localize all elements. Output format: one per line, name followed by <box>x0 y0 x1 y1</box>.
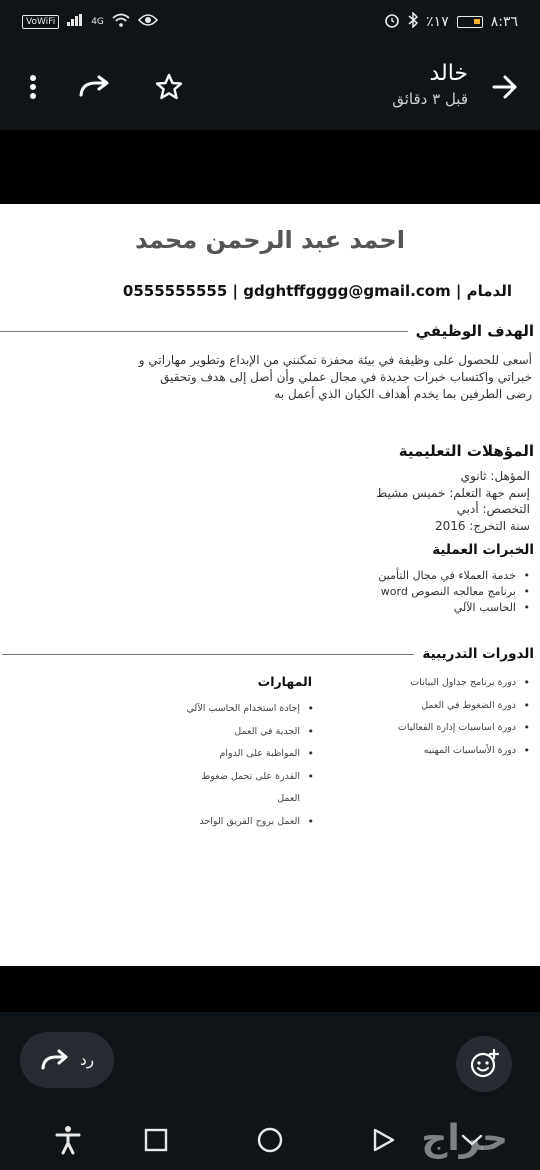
wifi-icon <box>112 13 130 31</box>
clock: ٨:٣٦ <box>490 14 518 30</box>
system-nav-bar <box>0 1112 540 1170</box>
list-item: • خدمة العملاء في مجال التأمين <box>378 568 530 584</box>
reply-label: رد <box>80 1051 94 1069</box>
list-item: • الجدية في العمل <box>180 721 314 744</box>
forward-icon <box>78 75 112 99</box>
circle-icon <box>256 1126 284 1154</box>
objective-text: أسعى للحصول على وظيفة في بيئة محفزة تمكنني من الإبداع وتطوير مهاراتي و خبراتي واكتساب خبرات جديدة في مجال عملي وأن أصل إلى هدف وتحقيق رضى الطرفين بما يخدم أهداف الكيان الذي أعمل به <box>138 353 532 401</box>
courses-divider <box>2 654 414 655</box>
experience-heading-row <box>432 542 534 558</box>
status-left <box>22 13 158 31</box>
objective-heading-row <box>0 322 534 340</box>
list-item: • دورة الضغوط في العمل <box>398 695 530 718</box>
accessibility-button[interactable] <box>52 1124 84 1156</box>
app-bar <box>0 44 540 130</box>
status-bar <box>0 0 540 44</box>
accessibility-icon <box>54 1125 82 1155</box>
media-letterbox-bottom <box>0 966 540 1012</box>
experience-heading: الخبرات العملية <box>432 542 534 558</box>
signal-icon <box>67 14 83 30</box>
list-item: • دورة الأساسيات المهنيه <box>398 740 530 763</box>
star-icon <box>155 73 183 101</box>
haraj-watermark: حراج <box>421 1118 508 1159</box>
bottom-action-bar <box>0 1012 540 1112</box>
cv-name: احمد عبد الرحمن محمد <box>135 226 405 254</box>
courses-list <box>398 672 530 762</box>
education-line: سنة التخرج: 2016 <box>434 518 530 533</box>
sent-time: قبل ٣ دقائق <box>392 90 468 108</box>
back-button[interactable] <box>486 68 524 106</box>
education-line: التخصص: أدبي <box>456 502 530 516</box>
list-item: • العمل بروح الفريق الواحد <box>180 811 314 834</box>
battery-icon <box>457 16 483 28</box>
list-item: • الحاسب الآلي <box>378 600 530 616</box>
courses-heading-row <box>2 646 534 662</box>
list-item: • القدرة على تحمل ضغوط العمل <box>180 766 314 811</box>
cv-email: gdghtffgggg@gmail.com <box>243 282 451 300</box>
skills-list <box>180 698 314 833</box>
list-item: • برنامج معالجه النصوص word <box>378 584 530 600</box>
more-vertical-icon <box>28 74 38 100</box>
cv-contact-line: الدمام | 0555555555 | gdghtffgggg@gmail.com <box>122 282 512 300</box>
add-reaction-button[interactable] <box>456 1036 512 1092</box>
list-item: • إجادة استخدام الحاسب الآلي <box>180 698 314 721</box>
list-item: • دورة برنامج جداول البيانات <box>398 672 530 695</box>
skills-heading: المهارات <box>257 674 312 689</box>
battery-percent: ٪١٧ <box>426 14 449 30</box>
education-line: إسم جهة التعلم: خميس مشيط <box>376 485 530 500</box>
wifi-calling-badge: VoWiFi <box>22 15 59 29</box>
reply-arrow-icon <box>40 1049 70 1071</box>
star-button[interactable] <box>150 68 188 106</box>
media-letterbox-top <box>0 130 540 204</box>
education-details <box>376 468 530 534</box>
more-options-button[interactable] <box>14 68 52 106</box>
eye-icon <box>138 13 158 31</box>
list-item: • المواظبة على الدوام <box>180 743 314 766</box>
network-type: 4G <box>91 17 104 27</box>
status-right <box>384 12 518 32</box>
recents-button[interactable] <box>140 1124 172 1156</box>
cv-phone: 0555555555 <box>122 282 228 300</box>
list-item: • دورة اساسيات إدارة الفعاليات <box>398 717 530 740</box>
reply-button[interactable] <box>20 1032 114 1088</box>
education-heading-row <box>399 442 534 460</box>
arrow-right-icon <box>491 74 519 100</box>
triangle-back-icon <box>371 1127 397 1153</box>
education-line: المؤهل: ثانوي <box>460 469 530 483</box>
cv-location: الدمام <box>466 282 512 300</box>
bluetooth-icon <box>408 12 418 32</box>
education-heading: المؤهلات التعليمية <box>398 442 534 460</box>
back-nav-button[interactable] <box>368 1124 400 1156</box>
add-emoji-icon <box>469 1049 499 1079</box>
sender-name: خالد <box>429 61 468 86</box>
courses-heading: الدورات التدريبية <box>422 646 534 662</box>
objective-heading: الهدف الوظيفي <box>415 322 534 340</box>
cv-document-image[interactable] <box>0 204 540 966</box>
objective-divider <box>0 331 408 332</box>
alarm-icon <box>384 12 400 32</box>
forward-button[interactable] <box>76 68 114 106</box>
experience-list <box>378 568 530 616</box>
sender-info <box>392 60 468 110</box>
home-button[interactable] <box>254 1124 286 1156</box>
square-icon <box>144 1128 168 1152</box>
